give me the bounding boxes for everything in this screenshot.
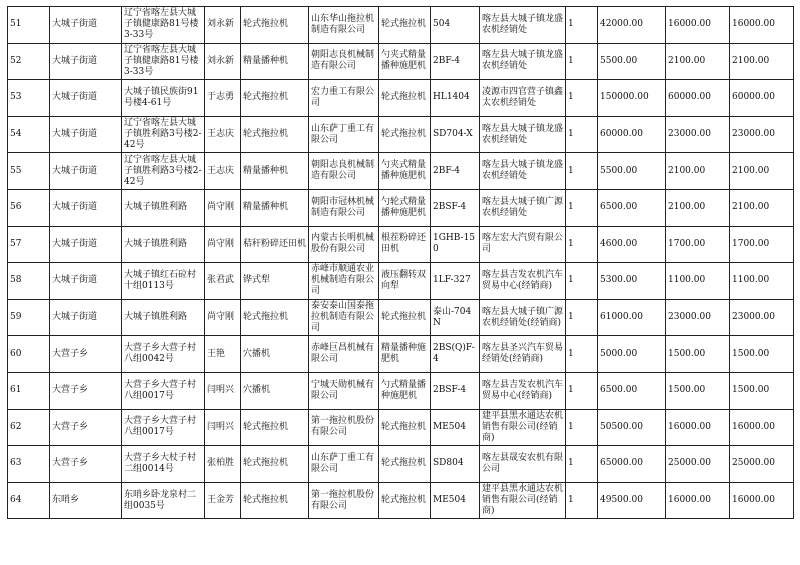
dealer-cell: 喀左县吉发农机汽车贸易中心(经销商) bbox=[480, 263, 566, 300]
manufacturer-cell: 宏力重工有限公司 bbox=[309, 80, 379, 117]
owner-name-cell: 刘永新 bbox=[205, 7, 241, 44]
address-cell: 辽宁省喀左县大城子镇胜利路3号楼2-42号 bbox=[122, 153, 205, 190]
model-cell: ME504 bbox=[431, 482, 480, 519]
central-subsidy-cell: 16000.00 bbox=[666, 482, 730, 519]
machine-category-cell: 穴播机 bbox=[241, 372, 309, 409]
address-cell: 东哨乡卧龙泉村二组0035号 bbox=[122, 482, 205, 519]
total-subsidy-cell: 60000.00 bbox=[730, 80, 794, 117]
model-cell: SD804 bbox=[431, 446, 480, 483]
sale-price-cell: 150000.00 bbox=[598, 80, 666, 117]
model-cell: 2BSF-4 bbox=[431, 189, 480, 226]
sale-price-cell: 5500.00 bbox=[598, 153, 666, 190]
manufacturer-cell: 朝阳市冠林机械制造有限公司 bbox=[309, 189, 379, 226]
address-cell: 辽宁省喀左县大城子镇胜利路3号楼2-42号 bbox=[122, 116, 205, 153]
total-subsidy-cell: 2100.00 bbox=[730, 43, 794, 80]
machine-name-cell: 轮式拖拉机 bbox=[379, 116, 431, 153]
owner-name-cell: 王金芳 bbox=[205, 482, 241, 519]
row-number-cell: 63 bbox=[8, 446, 50, 483]
row-number-cell: 56 bbox=[8, 189, 50, 226]
address-cell: 大城子镇红石砬村十组0113号 bbox=[122, 263, 205, 300]
machine-category-cell: 精量播种机 bbox=[241, 189, 309, 226]
central-subsidy-cell: 16000.00 bbox=[666, 7, 730, 44]
manufacturer-cell: 山东萨丁重工有限公司 bbox=[309, 116, 379, 153]
model-cell: 504 bbox=[431, 7, 480, 44]
manufacturer-cell: 第一拖拉机股份有限公司 bbox=[309, 409, 379, 446]
total-subsidy-cell: 1500.00 bbox=[730, 372, 794, 409]
owner-name-cell: 于志勇 bbox=[205, 80, 241, 117]
model-cell: 1LF-327 bbox=[431, 263, 480, 300]
dealer-cell: 喀左县大城子镇广源农机经销处(经销商) bbox=[480, 299, 566, 336]
model-cell: 泰山-704N bbox=[431, 299, 480, 336]
sale-price-cell: 60000.00 bbox=[598, 116, 666, 153]
quantity-cell: 1 bbox=[566, 189, 598, 226]
model-cell: 2BF-4 bbox=[431, 43, 480, 80]
machine-name-cell: 勺夹式精量播种施肥机 bbox=[379, 153, 431, 190]
quantity-cell: 1 bbox=[566, 116, 598, 153]
total-subsidy-cell: 16000.00 bbox=[730, 7, 794, 44]
quantity-cell: 1 bbox=[566, 43, 598, 80]
machine-category-cell: 轮式拖拉机 bbox=[241, 116, 309, 153]
table-body bbox=[8, 7, 794, 519]
row-number-cell: 62 bbox=[8, 409, 50, 446]
address-cell: 大营子乡大营子村八组0017号 bbox=[122, 372, 205, 409]
manufacturer-cell: 山东华山拖拉机制造有限公司 bbox=[309, 7, 379, 44]
machine-name-cell: 勺夹式精量播种施肥机 bbox=[379, 43, 431, 80]
row-number-cell: 58 bbox=[8, 263, 50, 300]
dealer-cell: 喀左县晟安农机有限公司 bbox=[480, 446, 566, 483]
township-cell: 大营子乡 bbox=[50, 446, 122, 483]
dealer-cell: 凌源市四官营子镇鑫太农机经销处 bbox=[480, 80, 566, 117]
quantity-cell: 1 bbox=[566, 7, 598, 44]
table-row bbox=[8, 409, 794, 446]
central-subsidy-cell: 1100.00 bbox=[666, 263, 730, 300]
row-number-cell: 61 bbox=[8, 372, 50, 409]
machine-category-cell: 轮式拖拉机 bbox=[241, 446, 309, 483]
row-number-cell: 59 bbox=[8, 299, 50, 336]
central-subsidy-cell: 60000.00 bbox=[666, 80, 730, 117]
table-row bbox=[8, 116, 794, 153]
machine-name-cell: 精量播种施肥机 bbox=[379, 336, 431, 373]
manufacturer-cell: 山东萨丁重工有限公司 bbox=[309, 446, 379, 483]
owner-name-cell: 尚守刚 bbox=[205, 299, 241, 336]
manufacturer-cell: 泰安泰山国泰拖拉机制造有限公司 bbox=[309, 299, 379, 336]
row-number-cell: 52 bbox=[8, 43, 50, 80]
model-cell: HL1404 bbox=[431, 80, 480, 117]
township-cell: 大城子街道 bbox=[50, 226, 122, 263]
row-number-cell: 55 bbox=[8, 153, 50, 190]
township-cell: 大城子街道 bbox=[50, 263, 122, 300]
table-row bbox=[8, 446, 794, 483]
dealer-cell: 喀左县吉发农机汽车贸易中心(经销商) bbox=[480, 372, 566, 409]
row-number-cell: 57 bbox=[8, 226, 50, 263]
machine-category-cell: 轮式拖拉机 bbox=[241, 80, 309, 117]
manufacturer-cell: 第一拖拉机股份有限公司 bbox=[309, 482, 379, 519]
machine-name-cell: 轮式拖拉机 bbox=[379, 299, 431, 336]
central-subsidy-cell: 2100.00 bbox=[666, 43, 730, 80]
quantity-cell: 1 bbox=[566, 446, 598, 483]
address-cell: 大城子镇民族街91号楼4-61号 bbox=[122, 80, 205, 117]
machine-category-cell: 轮式拖拉机 bbox=[241, 299, 309, 336]
central-subsidy-cell: 25000.00 bbox=[666, 446, 730, 483]
total-subsidy-cell: 1500.00 bbox=[730, 336, 794, 373]
manufacturer-cell: 朝阳志良机械制造有限公司 bbox=[309, 43, 379, 80]
township-cell: 大城子街道 bbox=[50, 189, 122, 226]
machine-category-cell: 秸秆粉碎还田机 bbox=[241, 226, 309, 263]
subsidy-table bbox=[7, 6, 794, 519]
township-cell: 大城子街道 bbox=[50, 116, 122, 153]
address-cell: 大城子镇胜利路 bbox=[122, 226, 205, 263]
owner-name-cell: 尚守刚 bbox=[205, 226, 241, 263]
total-subsidy-cell: 23000.00 bbox=[730, 116, 794, 153]
dealer-cell: 喀左县大城子镇龙盛农机经销处 bbox=[480, 153, 566, 190]
dealer-cell: 建平县黑水通达农机销售有限公司(经销商) bbox=[480, 409, 566, 446]
sale-price-cell: 65000.00 bbox=[598, 446, 666, 483]
manufacturer-cell: 朝阳志良机械制造有限公司 bbox=[309, 153, 379, 190]
machine-name-cell: 勺式精量播种施肥机 bbox=[379, 372, 431, 409]
central-subsidy-cell: 23000.00 bbox=[666, 116, 730, 153]
sale-price-cell: 42000.00 bbox=[598, 7, 666, 44]
quantity-cell: 1 bbox=[566, 372, 598, 409]
manufacturer-cell: 赤峰市顺通农业机械制造有限公司 bbox=[309, 263, 379, 300]
township-cell: 东哨乡 bbox=[50, 482, 122, 519]
table-row bbox=[8, 372, 794, 409]
machine-name-cell: 轮式拖拉机 bbox=[379, 7, 431, 44]
manufacturer-cell: 宁城天勋机械有限公司 bbox=[309, 372, 379, 409]
sale-price-cell: 5000.00 bbox=[598, 336, 666, 373]
address-cell: 辽宁省喀左县大城子镇健康路81号楼3-33号 bbox=[122, 7, 205, 44]
township-cell: 大营子乡 bbox=[50, 409, 122, 446]
address-cell: 大营子乡大杖子村二组0014号 bbox=[122, 446, 205, 483]
table-row bbox=[8, 7, 794, 44]
address-cell: 辽宁省喀左县大城子镇健康路81号楼3-33号 bbox=[122, 43, 205, 80]
sale-price-cell: 50500.00 bbox=[598, 409, 666, 446]
sale-price-cell: 4600.00 bbox=[598, 226, 666, 263]
table-row bbox=[8, 80, 794, 117]
machine-name-cell: 液压翻转双向犁 bbox=[379, 263, 431, 300]
sale-price-cell: 5300.00 bbox=[598, 263, 666, 300]
machine-category-cell: 穴播机 bbox=[241, 336, 309, 373]
central-subsidy-cell: 1500.00 bbox=[666, 372, 730, 409]
machine-category-cell: 精量播种机 bbox=[241, 153, 309, 190]
quantity-cell: 1 bbox=[566, 80, 598, 117]
dealer-cell: 喀左县大城子镇龙盛农机经销处 bbox=[480, 7, 566, 44]
total-subsidy-cell: 23000.00 bbox=[730, 299, 794, 336]
dealer-cell: 喀左县圣兴汽车贸易经销处(经销商) bbox=[480, 336, 566, 373]
manufacturer-cell: 内蒙古长明机械股份有限公司 bbox=[309, 226, 379, 263]
dealer-cell: 喀左县大城子镇龙盛农机经销处 bbox=[480, 116, 566, 153]
row-number-cell: 53 bbox=[8, 80, 50, 117]
dealer-cell: 喀左宏大汽贸有限公司 bbox=[480, 226, 566, 263]
total-subsidy-cell: 1700.00 bbox=[730, 226, 794, 263]
table-row bbox=[8, 299, 794, 336]
owner-name-cell: 王艳 bbox=[205, 336, 241, 373]
owner-name-cell: 张柏胜 bbox=[205, 446, 241, 483]
machine-category-cell: 轮式拖拉机 bbox=[241, 409, 309, 446]
quantity-cell: 1 bbox=[566, 263, 598, 300]
owner-name-cell: 王志庆 bbox=[205, 116, 241, 153]
owner-name-cell: 闫明兴 bbox=[205, 409, 241, 446]
machine-category-cell: 轮式拖拉机 bbox=[241, 7, 309, 44]
total-subsidy-cell: 2100.00 bbox=[730, 189, 794, 226]
machine-name-cell: 轮式拖拉机 bbox=[379, 482, 431, 519]
model-cell: 2BS(Q)F-4 bbox=[431, 336, 480, 373]
machine-category-cell: 铧式犁 bbox=[241, 263, 309, 300]
address-cell: 大城子镇胜利路 bbox=[122, 299, 205, 336]
model-cell: 1GHB-150 bbox=[431, 226, 480, 263]
table-row bbox=[8, 189, 794, 226]
central-subsidy-cell: 1500.00 bbox=[666, 336, 730, 373]
township-cell: 大城子街道 bbox=[50, 299, 122, 336]
quantity-cell: 1 bbox=[566, 336, 598, 373]
machine-name-cell: 根茬粉碎还田机 bbox=[379, 226, 431, 263]
machine-name-cell: 轮式拖拉机 bbox=[379, 80, 431, 117]
machine-name-cell: 轮式拖拉机 bbox=[379, 409, 431, 446]
machine-name-cell: 勺轮式精量播种施肥机 bbox=[379, 189, 431, 226]
manufacturer-cell: 赤峰巨昌机械有限公司 bbox=[309, 336, 379, 373]
total-subsidy-cell: 16000.00 bbox=[730, 482, 794, 519]
table-row bbox=[8, 336, 794, 373]
township-cell: 大城子街道 bbox=[50, 153, 122, 190]
address-cell: 大营子乡大营子村八组0042号 bbox=[122, 336, 205, 373]
table-row bbox=[8, 43, 794, 80]
dealer-cell: 喀左县大城子镇龙盛农机经销处 bbox=[480, 43, 566, 80]
quantity-cell: 1 bbox=[566, 482, 598, 519]
table-row bbox=[8, 263, 794, 300]
sale-price-cell: 49500.00 bbox=[598, 482, 666, 519]
township-cell: 大营子乡 bbox=[50, 336, 122, 373]
model-cell: ME504 bbox=[431, 409, 480, 446]
quantity-cell: 1 bbox=[566, 226, 598, 263]
table-row bbox=[8, 226, 794, 263]
owner-name-cell: 尚守刚 bbox=[205, 189, 241, 226]
row-number-cell: 64 bbox=[8, 482, 50, 519]
owner-name-cell: 王志庆 bbox=[205, 153, 241, 190]
model-cell: 2BF-4 bbox=[431, 153, 480, 190]
township-cell: 大城子街道 bbox=[50, 43, 122, 80]
total-subsidy-cell: 16000.00 bbox=[730, 409, 794, 446]
central-subsidy-cell: 16000.00 bbox=[666, 409, 730, 446]
township-cell: 大城子街道 bbox=[50, 7, 122, 44]
owner-name-cell: 刘永新 bbox=[205, 43, 241, 80]
sale-price-cell: 6500.00 bbox=[598, 372, 666, 409]
dealer-cell: 喀左县大城子镇广源农机经销处 bbox=[480, 189, 566, 226]
dealer-cell: 建平县黑水通达农机销售有限公司(经销商) bbox=[480, 482, 566, 519]
row-number-cell: 54 bbox=[8, 116, 50, 153]
quantity-cell: 1 bbox=[566, 409, 598, 446]
owner-name-cell: 张君武 bbox=[205, 263, 241, 300]
township-cell: 大城子街道 bbox=[50, 80, 122, 117]
machine-category-cell: 精量播种机 bbox=[241, 43, 309, 80]
address-cell: 大城子镇胜利路 bbox=[122, 189, 205, 226]
total-subsidy-cell: 2100.00 bbox=[730, 153, 794, 190]
central-subsidy-cell: 2100.00 bbox=[666, 153, 730, 190]
total-subsidy-cell: 1100.00 bbox=[730, 263, 794, 300]
address-cell: 大营子乡大营子村八组0017号 bbox=[122, 409, 205, 446]
total-subsidy-cell: 25000.00 bbox=[730, 446, 794, 483]
central-subsidy-cell: 2100.00 bbox=[666, 189, 730, 226]
central-subsidy-cell: 23000.00 bbox=[666, 299, 730, 336]
machine-category-cell: 轮式拖拉机 bbox=[241, 482, 309, 519]
township-cell: 大营子乡 bbox=[50, 372, 122, 409]
model-cell: 2BSF-4 bbox=[431, 372, 480, 409]
row-number-cell: 60 bbox=[8, 336, 50, 373]
central-subsidy-cell: 1700.00 bbox=[666, 226, 730, 263]
row-number-cell: 51 bbox=[8, 7, 50, 44]
table-row bbox=[8, 153, 794, 190]
table-row bbox=[8, 482, 794, 519]
owner-name-cell: 闫明兴 bbox=[205, 372, 241, 409]
sale-price-cell: 61000.00 bbox=[598, 299, 666, 336]
sale-price-cell: 6500.00 bbox=[598, 189, 666, 226]
machine-name-cell: 轮式拖拉机 bbox=[379, 446, 431, 483]
model-cell: SD704-X bbox=[431, 116, 480, 153]
quantity-cell: 1 bbox=[566, 153, 598, 190]
sale-price-cell: 5500.00 bbox=[598, 43, 666, 80]
quantity-cell: 1 bbox=[566, 299, 598, 336]
